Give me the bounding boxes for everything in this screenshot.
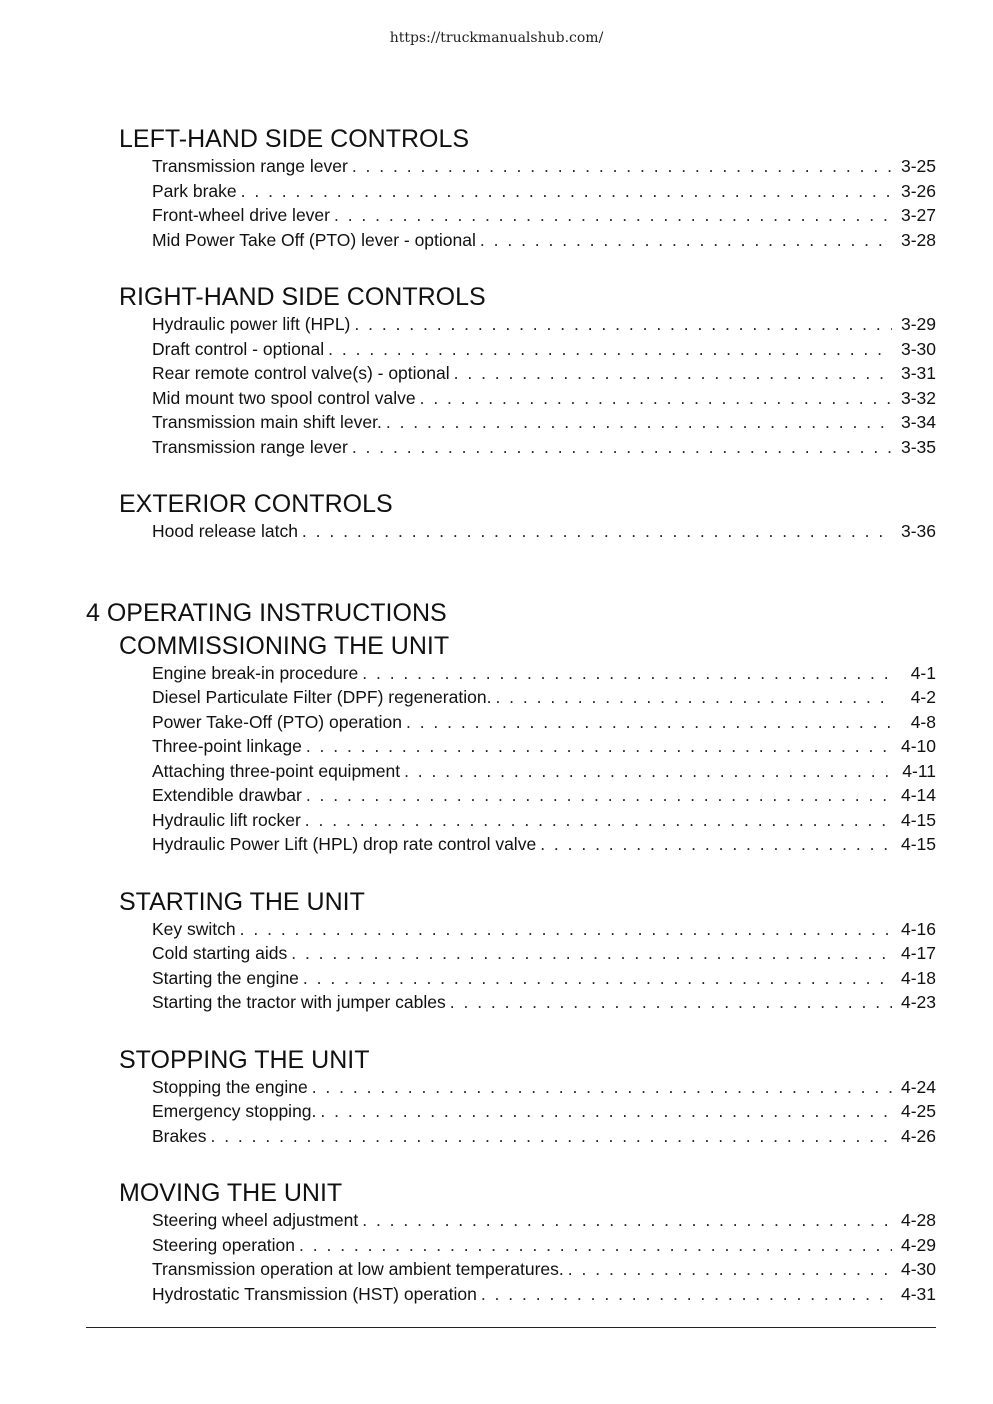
toc-entry-label: Hydraulic Power Lift (HPL) drop rate control valve bbox=[152, 834, 537, 854]
toc-entry-label: Transmission range lever bbox=[152, 436, 348, 457]
toc-entry[interactable] bbox=[152, 312, 936, 337]
toc-entry[interactable] bbox=[152, 435, 936, 460]
dot-leader bbox=[306, 783, 892, 808]
toc-entry-label: Power Take-Off (PTO) operation bbox=[152, 711, 402, 732]
toc-entry-page-number: 3-34 bbox=[900, 412, 936, 432]
toc-entry-page-number: 4-15 bbox=[900, 809, 936, 830]
dot-leader bbox=[354, 312, 892, 337]
toc-section-stopping-the-unit bbox=[86, 1045, 936, 1149]
toc-section-starting-the-unit bbox=[86, 887, 936, 1015]
toc-entry-label: Stopping the engine bbox=[152, 1076, 308, 1097]
toc-entry[interactable] bbox=[152, 1099, 936, 1124]
toc-entry[interactable] bbox=[152, 783, 936, 808]
toc-section-right-hand-side-controls bbox=[86, 282, 936, 459]
toc-entry[interactable] bbox=[152, 990, 936, 1015]
toc-entry-label: Mid mount two spool control valve bbox=[152, 387, 416, 408]
toc-entry-page-number: 3-31 bbox=[900, 363, 936, 383]
dot-leader bbox=[362, 1208, 892, 1233]
toc-entry-page-number: 3-36 bbox=[900, 521, 936, 541]
toc-entry-label: Rear remote control valve(s) - optional bbox=[152, 363, 450, 383]
toc-entry-label: Hydraulic lift rocker bbox=[152, 809, 301, 830]
toc-entry-label: Transmission main shift lever. bbox=[152, 412, 382, 432]
toc-entry[interactable] bbox=[152, 361, 936, 386]
toc-entry-page-number: 4-25 bbox=[900, 1101, 936, 1121]
toc-entry-page-number: 4-31 bbox=[900, 1283, 936, 1304]
toc-entry-page-number: 3-35 bbox=[900, 436, 936, 457]
toc-entry-page-number: 3-27 bbox=[900, 205, 936, 225]
dot-leader bbox=[540, 832, 892, 857]
dot-leader bbox=[454, 361, 892, 386]
toc-entry[interactable] bbox=[152, 1257, 936, 1282]
toc-entry-page-number: 4-26 bbox=[900, 1125, 936, 1146]
sections-after-chapter bbox=[86, 631, 936, 1307]
toc-entry-page-number: 4-16 bbox=[900, 918, 936, 939]
toc-entry-label: Cold starting aids bbox=[152, 943, 288, 963]
dot-leader bbox=[420, 386, 892, 411]
toc-entry[interactable] bbox=[152, 1282, 936, 1307]
toc-section-commissioning-the-unit bbox=[86, 631, 936, 857]
toc-entry[interactable] bbox=[152, 410, 936, 435]
toc-entry-label: Front-wheel drive lever bbox=[152, 205, 330, 225]
toc-entry-label: Draft control - optional bbox=[152, 338, 325, 359]
toc-entry[interactable] bbox=[152, 917, 936, 942]
toc-entry[interactable] bbox=[152, 734, 936, 759]
section-heading: COMMISSIONING THE UNIT bbox=[119, 631, 450, 660]
toc-entry[interactable] bbox=[152, 966, 936, 991]
toc-entry-page-number: 3-26 bbox=[900, 180, 936, 201]
dot-leader bbox=[302, 519, 892, 544]
toc-entry[interactable] bbox=[152, 386, 936, 411]
dot-leader bbox=[386, 410, 892, 435]
section-heading: RIGHT-HAND SIDE CONTROLS bbox=[119, 283, 486, 311]
toc-entry[interactable] bbox=[152, 1233, 936, 1258]
source-url[interactable]: https://truckmanualshub.com/ bbox=[389, 30, 604, 46]
toc-entry-label: Engine break-in procedure bbox=[152, 662, 359, 683]
toc-entry[interactable] bbox=[152, 808, 936, 833]
dot-leader bbox=[305, 808, 892, 833]
toc-section-moving-the-unit bbox=[86, 1178, 936, 1306]
footer-rule bbox=[86, 1327, 936, 1328]
dot-leader bbox=[480, 228, 892, 253]
toc-entry-page-number: 4-8 bbox=[910, 711, 936, 732]
toc-entry-list bbox=[152, 661, 936, 857]
toc-entry-label: Starting the tractor with jumper cables bbox=[152, 992, 446, 1012]
toc-entry-list bbox=[152, 519, 936, 544]
dot-leader bbox=[352, 435, 892, 460]
dot-leader bbox=[450, 990, 892, 1015]
dot-leader bbox=[328, 337, 892, 362]
sections-before-chapter bbox=[86, 124, 936, 544]
toc-entry-label: Diesel Particulate Filter (DPF) regeneration. bbox=[152, 687, 492, 707]
toc-entry-page-number: 3-30 bbox=[900, 338, 936, 359]
toc-entry-page-number: 3-28 bbox=[900, 229, 936, 250]
dot-leader bbox=[362, 661, 892, 686]
toc-section-left-hand-side-controls bbox=[86, 124, 936, 252]
toc-entry[interactable] bbox=[152, 228, 936, 253]
dot-leader bbox=[312, 1075, 892, 1100]
dot-leader bbox=[352, 154, 892, 179]
toc-entry-page-number: 4-28 bbox=[900, 1210, 936, 1230]
toc-entry-page-number: 4-15 bbox=[900, 834, 936, 854]
section-heading: MOVING THE UNIT bbox=[119, 1179, 343, 1207]
toc-entry[interactable] bbox=[152, 1208, 936, 1233]
toc-entry-page-number: 4-29 bbox=[900, 1234, 936, 1255]
toc-entry-list bbox=[152, 154, 936, 252]
dot-leader bbox=[568, 1257, 892, 1282]
toc-entry-page-number: 4-10 bbox=[900, 736, 936, 756]
toc-entry[interactable] bbox=[152, 203, 936, 228]
toc-entry[interactable] bbox=[152, 154, 936, 179]
section-heading: STARTING THE UNIT bbox=[119, 887, 365, 916]
toc-entry-label: Emergency stopping. bbox=[152, 1101, 317, 1121]
toc-entry[interactable] bbox=[152, 941, 936, 966]
toc-entry-label: Key switch bbox=[152, 918, 236, 939]
toc-entry-label: Transmission range lever bbox=[152, 156, 348, 176]
toc-section-exterior-controls bbox=[86, 489, 936, 544]
toc-entry-page-number: 4-14 bbox=[900, 785, 936, 805]
toc-entry-page-number: 4-18 bbox=[900, 967, 936, 988]
toc-entry-label: Brakes bbox=[152, 1125, 207, 1146]
toc-entry[interactable] bbox=[152, 337, 936, 362]
dot-leader bbox=[210, 1124, 892, 1149]
dot-leader bbox=[495, 685, 892, 710]
toc-entry-page-number: 4-24 bbox=[900, 1076, 936, 1097]
toc-entry-label: Hydrostatic Transmission (HST) operation bbox=[152, 1283, 477, 1304]
toc-entry-page-number: 4-11 bbox=[902, 760, 936, 781]
toc-entry-list bbox=[152, 312, 936, 459]
toc-entry[interactable] bbox=[152, 1075, 936, 1100]
toc-entry-label: Three-point linkage bbox=[152, 736, 302, 756]
toc-entry[interactable] bbox=[152, 685, 936, 710]
toc-entry-page-number: 4-30 bbox=[900, 1259, 936, 1279]
toc-entry-label: Attaching three-point equipment bbox=[152, 760, 401, 781]
toc-entry[interactable] bbox=[152, 1124, 936, 1149]
dot-leader bbox=[240, 917, 892, 942]
dot-leader bbox=[334, 203, 892, 228]
toc-entry-page-number: 3-32 bbox=[900, 387, 936, 408]
dot-leader bbox=[303, 966, 892, 991]
section-heading: LEFT-HAND SIDE CONTROLS bbox=[119, 125, 470, 153]
toc-entry-list bbox=[152, 1208, 936, 1306]
toc-entry-label: Mid Power Take Off (PTO) lever - optional bbox=[152, 229, 476, 250]
toc-entry[interactable] bbox=[152, 179, 936, 204]
toc-entry-page-number: 4-1 bbox=[910, 662, 936, 683]
toc-entry[interactable] bbox=[152, 661, 936, 686]
toc-entry-label: Steering operation bbox=[152, 1234, 296, 1255]
section-heading: EXTERIOR CONTROLS bbox=[119, 490, 393, 518]
dot-leader bbox=[406, 710, 892, 735]
toc-entry-label: Hood release latch bbox=[152, 521, 298, 541]
dot-leader bbox=[306, 734, 892, 759]
toc-entry[interactable] bbox=[152, 710, 936, 735]
toc-entry-list bbox=[152, 1075, 936, 1149]
toc-entry-label: Steering wheel adjustment bbox=[152, 1210, 359, 1230]
dot-leader bbox=[404, 759, 892, 784]
dot-leader bbox=[299, 1233, 892, 1258]
section-heading: STOPPING THE UNIT bbox=[119, 1045, 370, 1074]
toc-entry[interactable] bbox=[152, 832, 936, 857]
toc-entry-list bbox=[152, 917, 936, 1015]
toc-entry-label: Starting the engine bbox=[152, 967, 299, 988]
toc-entry-page-number: 3-29 bbox=[900, 314, 936, 334]
toc-entry-page-number: 4-17 bbox=[900, 943, 936, 963]
dot-leader bbox=[291, 941, 892, 966]
toc-entry-label: Extendible drawbar bbox=[152, 785, 302, 805]
toc-entry-label: Park brake bbox=[152, 180, 237, 201]
dot-leader bbox=[320, 1099, 892, 1124]
toc-entry[interactable] bbox=[152, 759, 936, 784]
dot-leader bbox=[241, 179, 892, 204]
toc-entry-page-number: 4-2 bbox=[910, 687, 936, 707]
toc-entry-label: Hydraulic power lift (HPL) bbox=[152, 314, 351, 334]
toc-entry-page-number: 3-25 bbox=[900, 156, 936, 176]
toc-entry[interactable] bbox=[152, 519, 936, 544]
toc-entry-label: Transmission operation at low ambient temperatures. bbox=[152, 1259, 564, 1279]
dot-leader bbox=[481, 1282, 892, 1307]
toc-entry-page-number: 4-23 bbox=[900, 992, 936, 1012]
chapter-title: 4 OPERATING INSTRUCTIONS bbox=[86, 598, 447, 627]
table-of-contents bbox=[86, 124, 936, 1336]
